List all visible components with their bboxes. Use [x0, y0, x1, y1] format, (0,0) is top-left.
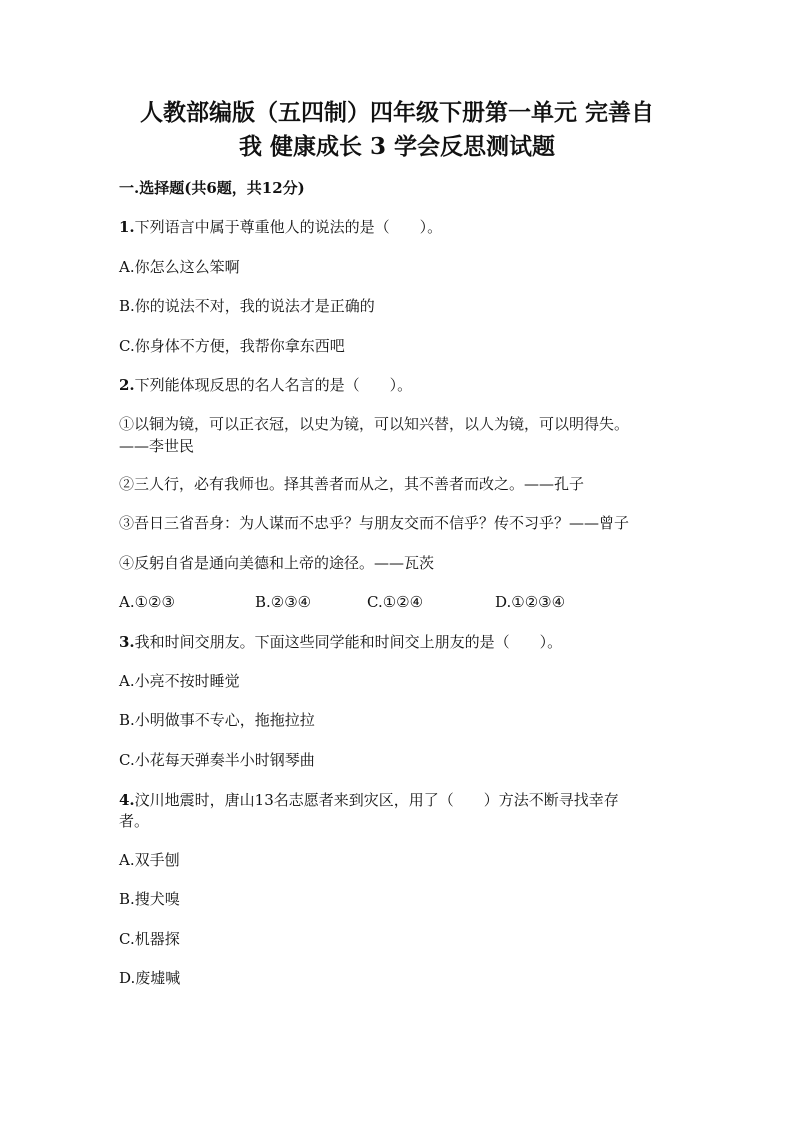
question-2-quote-1: ①以铜为镜，可以正衣冠，以史为镜，可以知兴替，以人为镜，可以明得失。: [119, 415, 630, 433]
question-4-option-d: D.废墟喊: [119, 969, 181, 987]
question-2-quote-3: ③吾日三省吾身：为人谋而不忠乎？与朋友交而不信乎？传不习乎？——曾子: [119, 514, 630, 532]
question-2-quote-1-author: ——李世民: [119, 437, 195, 455]
question-2-option-a: A.①②③: [119, 593, 175, 611]
question-3-text: 我和时间交朋友。下面这些同学能和时间交上朋友的是（ ）。: [134, 633, 563, 651]
question-4-stem: [119, 790, 619, 810]
question-1-option-b: B.你的说法不对，我的说法才是正确的: [119, 297, 375, 315]
question-3-option-a: A.小亮不按时睡觉: [119, 672, 240, 690]
question-4-option-c: C.机器探: [119, 930, 180, 948]
question-4-number: 4.: [119, 791, 135, 809]
question-1-number: 1.: [119, 218, 135, 236]
question-1-option-c: C.你身体不方便，我帮你拿东西吧: [119, 337, 345, 355]
question-4-option-a: A.双手刨: [119, 851, 180, 869]
page-title-line-1: 人教部编版（五四制）四年级下册第一单元 完善自: [139, 99, 654, 126]
question-3-option-c: C.小花每天弹奏半小时钢琴曲: [119, 751, 315, 769]
question-2-stem: [119, 375, 412, 395]
question-2-options: [119, 592, 679, 612]
question-4-stem-continued: 者。: [119, 812, 150, 830]
question-1-option-a: A.你怎么这么笨啊: [119, 258, 240, 276]
question-2-quote-2: ②三人行，必有我师也。择其善者而从之，其不善者而改之。——孔子: [119, 475, 585, 493]
question-2-quote-4: ④反躬自省是通向美德和上帝的途径。——瓦茨: [119, 554, 435, 572]
question-3-stem: [119, 632, 562, 652]
question-2-option-b: B.②③④: [255, 593, 312, 611]
question-1-text: 下列语言中属于尊重他人的说法的是（ ）。: [134, 218, 443, 236]
question-2-option-d: D.①②③④: [495, 593, 566, 611]
question-1-stem: [119, 217, 442, 237]
question-4-text: 汶川地震时，唐山13名志愿者来到灾区，用了（ ）方法不断寻找幸存: [134, 791, 619, 809]
page-title-line-2: 我 健康成长 3 学会反思测试题: [238, 133, 556, 160]
question-2-text: 下列能体现反思的名人名言的是（ ）。: [134, 376, 413, 394]
section-heading: 一.选择题(共6题，共12分): [119, 179, 305, 197]
question-2-option-c: C.①②④: [367, 593, 424, 611]
question-2-number: 2.: [119, 376, 135, 394]
question-3-number: 3.: [119, 633, 135, 651]
question-4-option-b: B.搜犬嗅: [119, 890, 180, 908]
question-3-option-b: B.小明做事不专心，拖拖拉拉: [119, 711, 315, 729]
